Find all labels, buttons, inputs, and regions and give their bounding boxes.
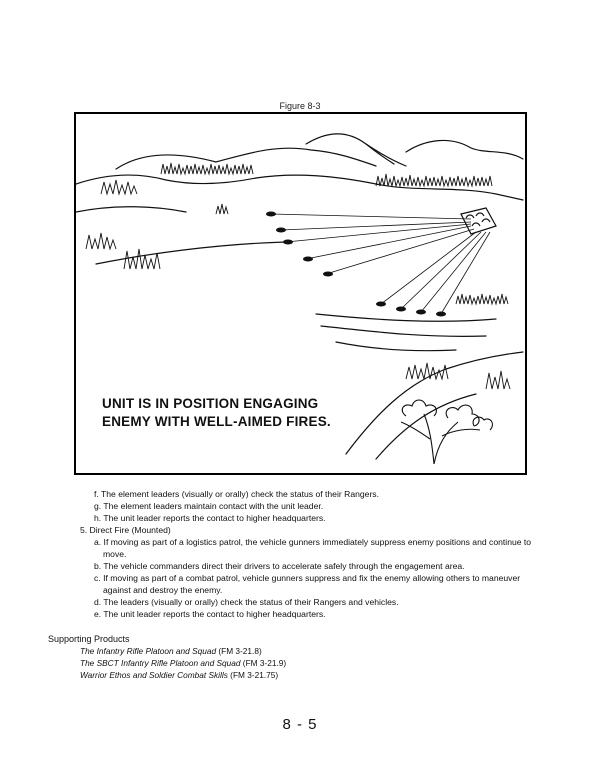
- product-title: Warrior Ethos and Soldier Combat Skills: [80, 670, 228, 680]
- item-5c-line1: c. If moving as part of a combat patrol, vehicle gunners suppress and fix the enemy allowing others to maneuver: [94, 573, 521, 583]
- supporting-products-heading: Supporting Products: [48, 634, 130, 644]
- item-5c-line2: against and destroy the enemy.: [103, 585, 223, 595]
- item-5b: b. The vehicle commanders direct their drivers to accelerate safely through the engagement area.: [94, 561, 465, 571]
- product-ref: (FM 3-21.8): [216, 646, 262, 656]
- supporting-product: [80, 670, 278, 680]
- figure-title-line2: ENEMY WITH WELL-AIMED FIRES.: [102, 414, 331, 429]
- section-5-heading: 5. Direct Fire (Mounted): [80, 525, 171, 535]
- product-ref: (FM 3-21.75): [227, 670, 279, 680]
- item-g: g. The element leaders maintain contact with the unit leader.: [94, 501, 324, 511]
- figure-title-line1: UNIT IS IN POSITION ENGAGING: [102, 396, 319, 411]
- item-5a-line1: a. If moving as part of a logistics patrol, the vehicle gunners immediately suppress enemy positions and continue to: [94, 537, 532, 547]
- product-title: The SBCT Infantry Rifle Platoon and Squad: [80, 658, 241, 668]
- product-ref: (FM 3-21.9): [240, 658, 287, 668]
- supporting-product: [80, 658, 286, 668]
- figure-caption: Figure 8-3: [279, 101, 321, 111]
- item-5e: e. The unit leader reports the contact to higher headquarters.: [94, 609, 326, 619]
- item-h: h. The unit leader reports the contact to higher headquarters.: [94, 513, 326, 523]
- page-number: 8 - 5: [282, 716, 318, 733]
- item-f: f. The element leaders (visually or orally) check the status of their Rangers.: [94, 489, 379, 499]
- item-5a-line2: move.: [103, 549, 127, 559]
- item-5d: d. The leaders (visually or orally) check the status of their Rangers and vehicles.: [94, 597, 399, 607]
- figure-8-3-illustration: [74, 112, 527, 475]
- supporting-product: [80, 646, 262, 656]
- product-title: The Infantry Rifle Platoon and Squad: [80, 646, 217, 656]
- figure-title: [102, 395, 331, 431]
